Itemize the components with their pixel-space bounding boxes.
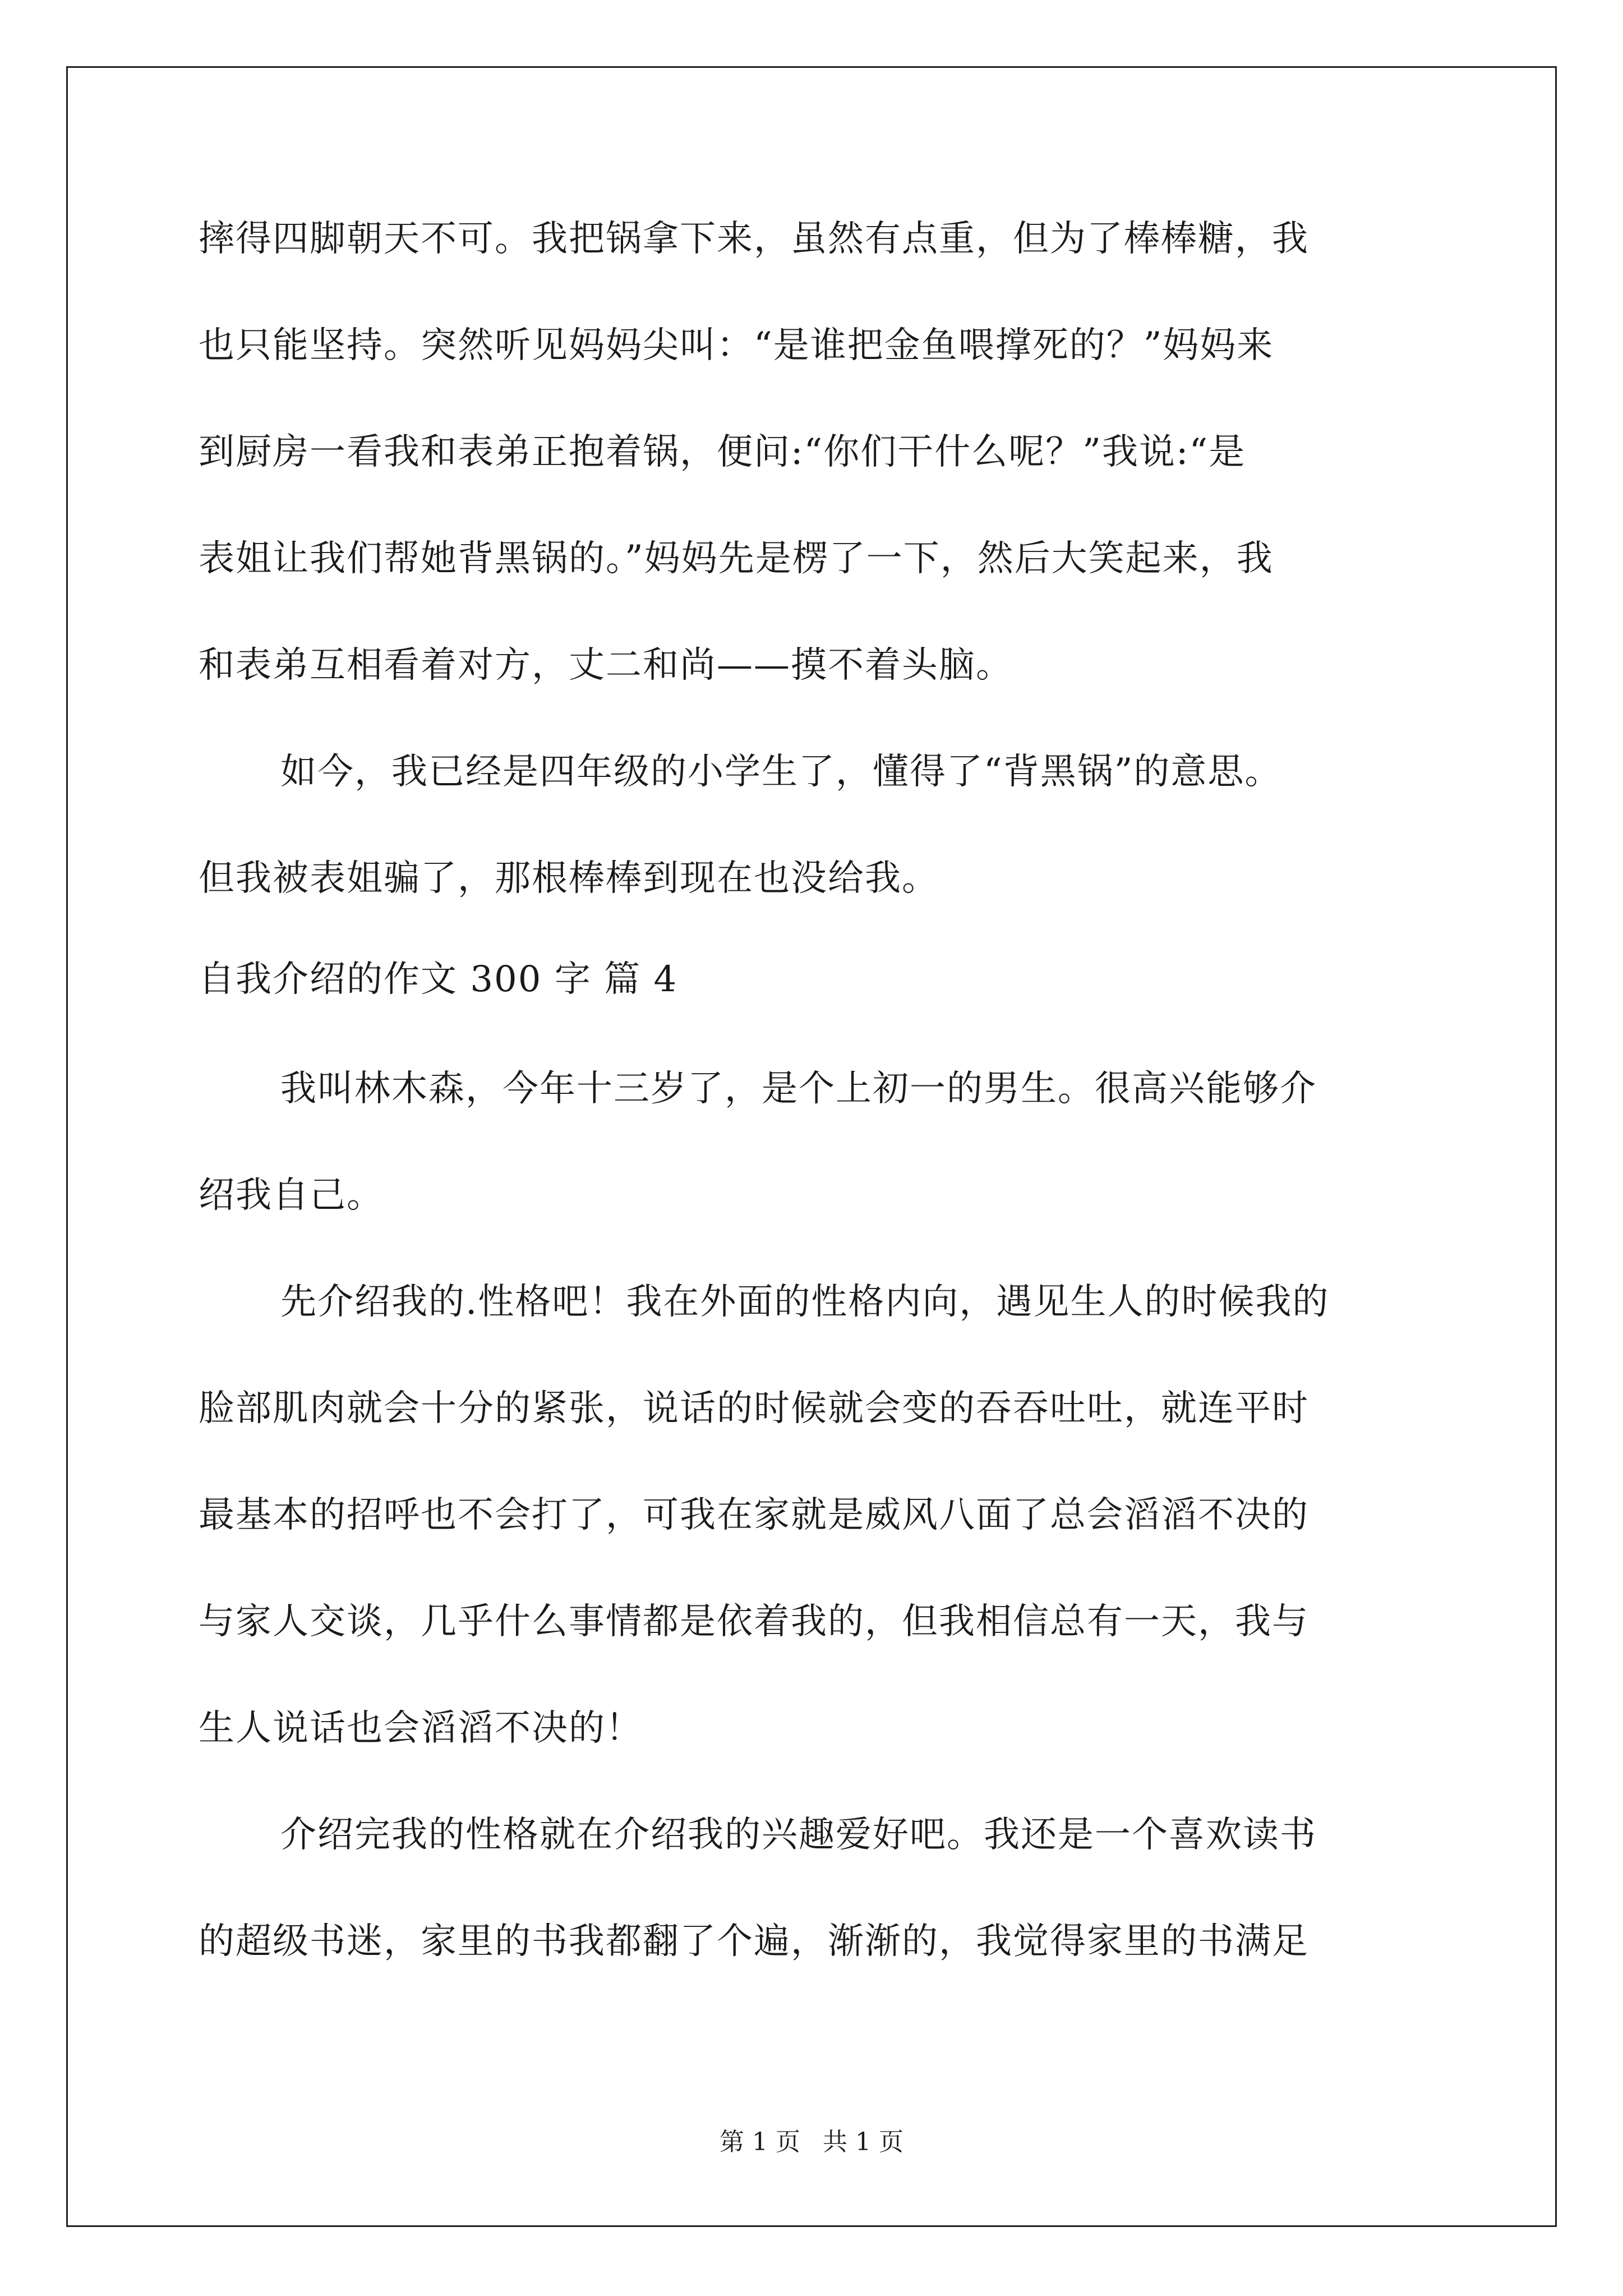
paragraph-line: 介绍完我的性格就在介绍我的兴趣爱好吧。我还是一个喜欢读书 [280, 1814, 1317, 1856]
paragraph-line: 但我被表姐骗了，那根棒棒到现在也没给我。 [199, 858, 939, 899]
page-footer [0, 2125, 1623, 2159]
paragraph-line: 摔得四脚朝天不可。我把锅拿下来，虽然有点重，但为了棒棒糖，我 [199, 218, 1309, 260]
paragraph-line: 生人说话也会滔滔不决的！ [199, 1708, 643, 1749]
section-heading: 自我介绍的作文 300 字 篇 4 [199, 959, 678, 1000]
paragraph-line: 如今，我已经是四年级的小学生了，懂得了“背黑锅”的意思。 [280, 751, 1282, 793]
paragraph-line: 的超级书迷，家里的书我都翻了个遍，渐渐的，我觉得家里的书满足 [199, 1921, 1309, 1962]
paragraph-line: 先介绍我的.性格吧！我在外面的性格内向，遇见生人的时候我的 [280, 1281, 1330, 1323]
page-border [66, 66, 1557, 2227]
page-number-current: 第 1 页 [720, 2128, 800, 2156]
paragraph-line: 也只能坚持。突然听见妈妈尖叫：“是谁把金鱼喂撑死的？”妈妈来 [199, 325, 1274, 366]
paragraph-line: 和表弟互相看着对方，丈二和尚——摸不着头脑。 [199, 645, 1013, 686]
page-number-total: 共 1 页 [823, 2128, 903, 2156]
paragraph-line: 表姐让我们帮她背黑锅的。”妈妈先是楞了一下，然后大笑起来，我 [199, 538, 1274, 579]
paragraph-line: 与家人交谈，几乎什么事情都是依着我的，但我相信总有一天，我与 [199, 1601, 1309, 1642]
paragraph-line: 脸部肌肉就会十分的紧张，说话的时候就会变的吞吞吐吐，就连平时 [199, 1388, 1309, 1429]
paragraph-line: 绍我自己。 [199, 1175, 384, 1216]
paragraph-line: 到厨房一看我和表弟正抱着锅，便问:“你们干什么呢？”我说:“是 [199, 431, 1246, 473]
paragraph-line: 最基本的招呼也不会打了，可我在家就是威风八面了总会滔滔不决的 [199, 1494, 1309, 1536]
paragraph-line: 我叫林木森，今年十三岁了，是个上初一的男生。很高兴能够介 [280, 1068, 1317, 1110]
